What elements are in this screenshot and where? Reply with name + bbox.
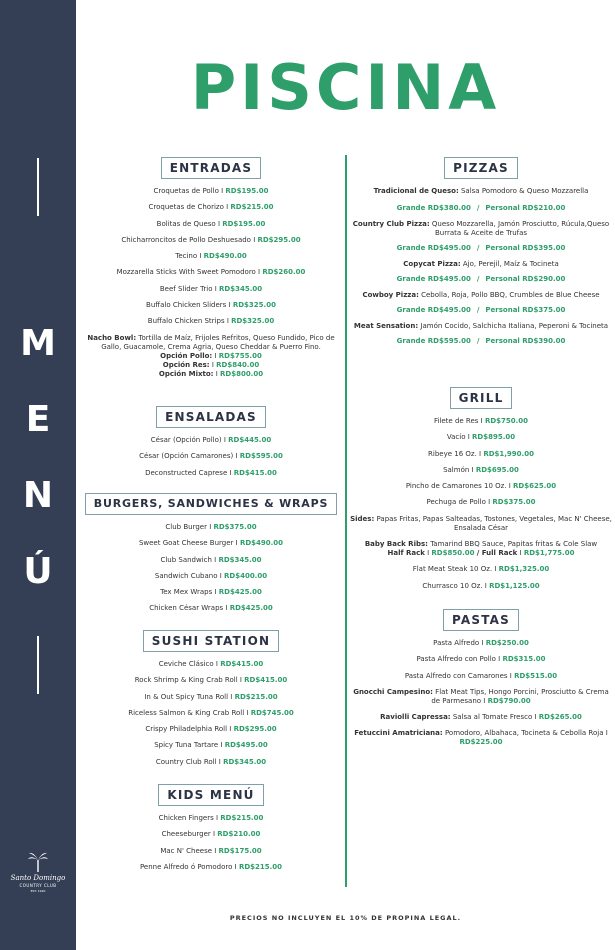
menu-item: Country Club Roll I RD$345.00 <box>155 757 267 766</box>
section-ensaladas <box>80 406 342 485</box>
logo-script: Santo Domingo <box>10 874 66 882</box>
section-kids <box>80 784 342 879</box>
pizza-sizes: Grande RD$380.00 / Personal RD$210.00 <box>396 204 566 212</box>
section-title: KIDS MENÚ <box>158 784 263 806</box>
menu-item: Tecino I RD$490.00 <box>175 252 247 261</box>
section-burgers <box>80 493 342 621</box>
menu-item: Croquetas de Chorizo I RD$215.00 <box>148 203 274 212</box>
pasta-special: Fetuccini Amatriciana: Pomodoro, Albahaca, Tocineta & Cebolla Roja I RD$225.00 <box>354 729 608 747</box>
pizza-sizes: Grande RD$595.00 / Personal RD$390.00 <box>396 337 566 345</box>
menu-item: Ceviche Clásico I RD$415.00 <box>158 660 264 668</box>
menu-item: Filete de Res I RD$750.00 <box>433 417 529 425</box>
tip-disclaimer: PRECIOS NO INCLUYEN EL 10% DE PROPINA LEGAL. <box>229 914 462 922</box>
menu-item: Club Sandwich I RD$345.00 <box>160 555 262 564</box>
menu-item: Croquetas de Pollo I RD$195.00 <box>153 187 269 195</box>
menu-item: Vacío I RD$895.00 <box>446 433 516 442</box>
club-logo <box>8 852 68 893</box>
menu-item: Salmón I RD$695.00 <box>443 465 519 474</box>
menu-item: Deconstructed Caprese I RD$415.00 <box>145 468 277 477</box>
menu-item: Flat Meat Steak 10 Oz. I RD$1,325.00 <box>412 565 550 574</box>
section-sushi <box>80 630 342 774</box>
pasta-special: Raviolli Capressa: Salsa al Tomate Fresco I RD$265.00 <box>380 713 582 722</box>
column-divider <box>345 155 347 887</box>
menu-item: César (Opción Pollo) I RD$445.00 <box>150 436 272 444</box>
menu-item: Bolitas de Queso I RD$195.00 <box>156 219 266 228</box>
menu-item: Spicy Tuna Tartare I RD$495.00 <box>154 741 268 750</box>
menu-item: Chicken Fingers I RD$215.00 <box>158 814 264 822</box>
section-title: PASTAS <box>443 609 519 631</box>
page-title: PISCINA <box>190 51 501 124</box>
sidebar-line-top <box>37 158 39 216</box>
menu-item: Buffalo Chicken Strips I RD$325.00 <box>147 317 275 326</box>
menu-item: Beef Slider Trio I RD$345.00 <box>159 284 263 293</box>
menu-vertical-title <box>0 323 76 630</box>
nacho-option: Opción Pollo: I RD$755.00 <box>160 351 262 360</box>
pizza-item: Country Club Pizza: Queso Mozzarella, Jamón Prosciutto, Rúcula,Queso Burrata & Aceite de Trufas <box>352 220 610 237</box>
section-entradas <box>80 157 342 386</box>
grill-sides: Sides: Papas Fritas, Papas Salteadas, Tostones, Vegetales, Mac N' Cheese, Ensalada César <box>350 514 612 532</box>
section-title: ENTRADAS <box>161 157 261 179</box>
menu-item-nacho: Nacho Bowl: Tortilla de Maíz, Frijoles Refritos, Queso Fundido, Pico de Gallo, Guacamole, Crema Agria, Queso Cheddar & Puerro Fino. <box>87 333 335 351</box>
menu-item: Mac N' Cheese I RD$175.00 <box>160 846 262 855</box>
section-pastas <box>350 609 612 755</box>
section-title: PIZZAS <box>444 157 518 179</box>
pizza-item: Tradicional de Queso: Salsa Pomodoro & Queso Mozzarella <box>373 187 589 195</box>
menu-item: Riceless Salmon & King Crab Roll I RD$745.00 <box>128 708 294 717</box>
menu-item: César (Opción Camarones) I RD$595.00 <box>139 452 283 461</box>
menu-item: Tex Mex Wraps I RD$425.00 <box>160 588 262 597</box>
pasta-special: Gnocchi Campesino: Flat Meat Tips, Hongo Porcini, Prosciutto & Crema de Parmesano I RD$790.00 <box>353 687 609 705</box>
section-title: BURGERS, SANDWICHES & WRAPS <box>85 493 337 515</box>
menu-item: Sweet Goat Cheese Burger I RD$490.00 <box>138 539 284 548</box>
pizza-item: Cowboy Pizza: Cebolla, Roja, Pollo BBQ, Crumbles de Blue Cheese <box>362 291 600 299</box>
grill-ribs-prices: Half Rack I RD$850.00 / Full Rack I RD$1,775.00 <box>387 549 575 558</box>
logo-subtitle: COUNTRY CLUB <box>19 883 57 888</box>
logo-est: EST. 1920 <box>30 889 46 893</box>
menu-item: Churrasco 10 Oz. I RD$1,125.00 <box>422 581 540 590</box>
menu-letter: Ú <box>23 551 53 592</box>
nacho-option: Opción Mixto: I RD$800.00 <box>158 369 264 378</box>
pizza-sizes: Grande RD$495.00 / Personal RD$395.00 <box>396 244 566 252</box>
menu-item: Club Burger I RD$375.00 <box>165 523 257 531</box>
menu-item: Pincho de Camarones 10 Oz. I RD$625.00 <box>405 482 557 491</box>
menu-item: Pasta Alfredo I RD$250.00 <box>433 639 529 647</box>
menu-item: Pechuga de Pollo I RD$375.00 <box>426 498 536 507</box>
menu-letter: E <box>25 399 51 440</box>
menu-item: Chicken César Wraps I RD$425.00 <box>149 604 273 613</box>
menu-item: Rock Shrimp & King Crab Roll I RD$415.00 <box>134 676 288 685</box>
menu-item: Cheeseburger I RD$210.00 <box>161 830 261 839</box>
pizza-item: Copycat Pizza: Ajo, Perejil, Maíz & Tocineta <box>403 260 559 268</box>
menu-item: Mozzarella Sticks With Sweet Pomodoro I RD$260.00 <box>116 268 306 277</box>
menu-item: Buffalo Chicken Sliders I RD$325.00 <box>146 301 276 310</box>
sidebar <box>0 0 76 950</box>
menu-item: Pasta Alfredo con Camarones I RD$515.00 <box>404 671 558 680</box>
section-title: SUSHI STATION <box>143 630 279 652</box>
menu-item: In & Out Spicy Tuna Roll I RD$215.00 <box>144 692 278 701</box>
sidebar-line-bottom <box>37 636 39 694</box>
section-title: GRILL <box>450 387 513 409</box>
menu-item: Ribeye 16 Oz. I RD$1,990.00 <box>428 449 534 458</box>
section-grill <box>350 387 612 598</box>
grill-ribs: Baby Back Ribs: Tamarind BBQ Sauce, Papitas fritas & Cole Slaw <box>364 540 598 549</box>
palm-tree-icon <box>27 852 49 872</box>
menu-item: Chicharroncitos de Pollo Deshuesado I RD$295.00 <box>121 235 301 244</box>
pizza-sizes: Grande RD$495.00 / Personal RD$290.00 <box>396 275 566 283</box>
pizza-item: Meat Sensation: Jamón Cocido, Salchicha Italiana, Peperoni & Tocineta <box>353 322 609 330</box>
menu-letter: N <box>22 475 54 516</box>
menu-letter: M <box>20 323 56 364</box>
pizza-sizes: Grande RD$495.00 / Personal RD$375.00 <box>396 306 566 314</box>
section-pizzas <box>350 157 612 353</box>
menu-item: Penne Alfredo ó Pomodoro I RD$215.00 <box>139 862 283 871</box>
menu-item: Pasta Alfredo con Pollo I RD$315.00 <box>416 655 546 664</box>
menu-item: Crispy Philadelphia Roll I RD$295.00 <box>145 725 277 734</box>
section-title: ENSALADAS <box>156 406 266 428</box>
menu-item: Sandwich Cubano I RD$400.00 <box>154 571 268 580</box>
nacho-option: Opción Res: I RD$840.00 <box>162 360 260 369</box>
